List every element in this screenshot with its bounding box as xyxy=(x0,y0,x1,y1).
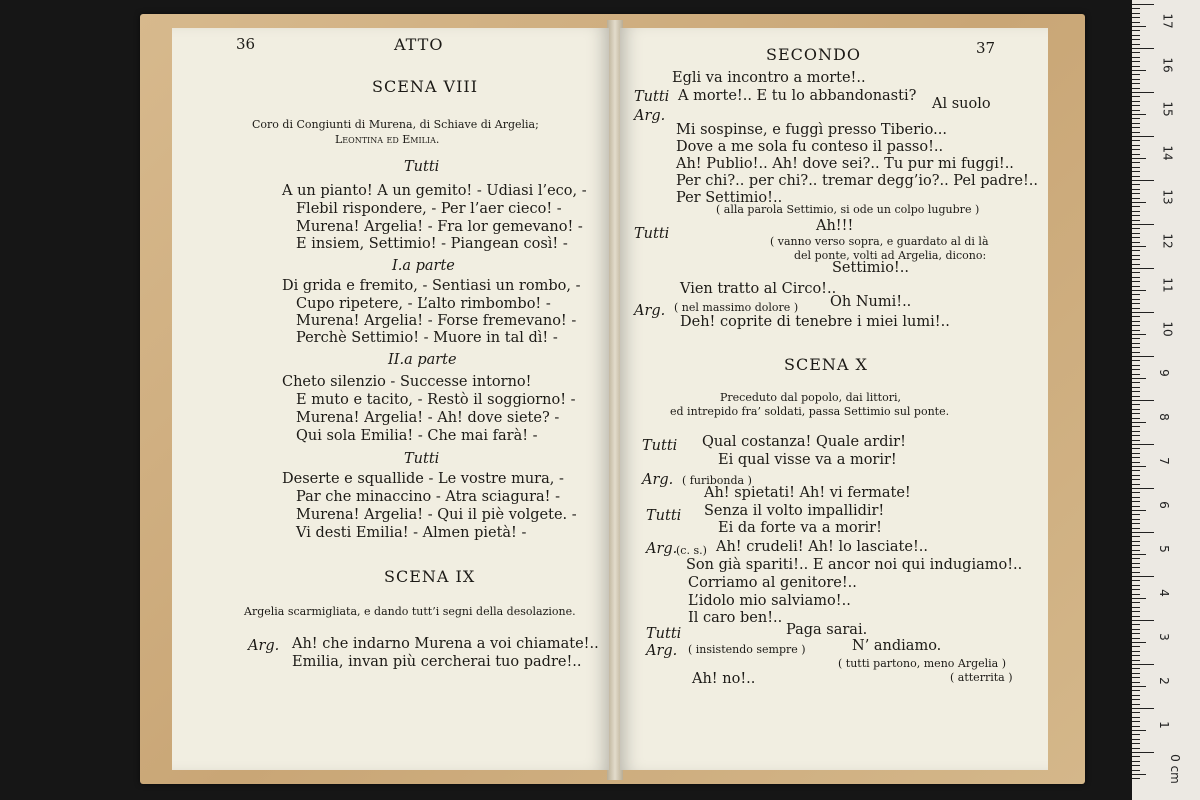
verse-line: A un pianto! A un gemito! - Udiasi l’eco, - xyxy=(282,183,587,199)
verse-line: Murena! Argelia! - Forse fremevano! - xyxy=(296,313,577,329)
speaker-tutti: Tutti xyxy=(634,226,670,242)
ruler-tick xyxy=(1132,418,1140,419)
verse-line: Ah! no!.. xyxy=(692,671,756,687)
verse-line: Emilia, invan più cercherai tuo padre!.. xyxy=(292,654,582,670)
ruler-tick xyxy=(1132,176,1140,177)
ruler-number: 10 xyxy=(1160,321,1175,337)
ruler-tick xyxy=(1132,462,1140,463)
ruler-tick xyxy=(1132,519,1140,520)
ruler-tick xyxy=(1132,44,1140,45)
ruler-tick xyxy=(1132,374,1140,375)
verse-line: Di grida e fremito, - Sentiasi un rombo, - xyxy=(282,278,581,294)
ruler-tick xyxy=(1132,299,1140,300)
ruler-number: 1 xyxy=(1156,721,1171,729)
ruler-tick xyxy=(1132,272,1140,273)
scene-8-title: SCENA VIII xyxy=(372,77,479,96)
ruler-tick xyxy=(1132,365,1140,366)
ruler-tick xyxy=(1132,303,1140,304)
scene-10-direction: ed intrepido fra’ soldati, passa Settimio sul ponte. xyxy=(670,405,950,418)
ruler-tick xyxy=(1132,748,1140,749)
ruler-tick xyxy=(1132,651,1140,652)
ruler-number: 11 xyxy=(1160,277,1175,293)
ruler-tick xyxy=(1132,589,1140,590)
ruler-tick xyxy=(1132,22,1140,23)
ruler-tick xyxy=(1132,585,1140,586)
ruler-tick xyxy=(1132,682,1140,683)
ruler-tick xyxy=(1132,123,1140,124)
verse-line: Qual costanza! Quale ardir! xyxy=(702,434,906,450)
speaker-argelia: Arg. xyxy=(646,643,678,659)
ruler-tick xyxy=(1132,202,1146,203)
ruler-number: 0 cm xyxy=(1167,754,1182,784)
ruler-tick xyxy=(1132,246,1146,247)
ruler-tick xyxy=(1132,492,1140,493)
ruler-tick xyxy=(1132,167,1140,168)
ruler-tick xyxy=(1132,259,1140,260)
ruler-tick xyxy=(1132,242,1140,243)
ruler-tick xyxy=(1132,528,1140,529)
ruler-tick xyxy=(1132,523,1140,524)
ruler-tick xyxy=(1132,264,1140,265)
ruler-tick xyxy=(1132,338,1140,339)
right-page xyxy=(620,28,1048,770)
scene-8-direction: Leontina ed Emilia. xyxy=(335,133,440,146)
ruler-tick xyxy=(1132,215,1140,216)
ruler-tick xyxy=(1132,330,1140,331)
ruler-tick xyxy=(1132,396,1140,397)
ruler-tick xyxy=(1132,686,1146,687)
ruler-tick xyxy=(1132,444,1154,445)
scene-8-direction: Coro di Congiunti di Murena, di Schiave di Argelia; xyxy=(252,118,539,131)
ruler-tick xyxy=(1132,607,1140,608)
ruler-tick xyxy=(1132,734,1140,735)
ruler-tick xyxy=(1132,488,1154,489)
verse-line: Son già spariti!.. E ancor noi qui indugiamo!.. xyxy=(686,557,1023,573)
ruler-tick xyxy=(1132,334,1146,335)
ruler-tick xyxy=(1132,382,1140,383)
ruler-tick xyxy=(1132,501,1140,502)
speaker-argelia: Arg. xyxy=(642,472,674,488)
ruler-tick xyxy=(1132,290,1146,291)
ruler-tick xyxy=(1132,739,1140,740)
ruler-tick xyxy=(1132,4,1154,5)
ruler-number: 5 xyxy=(1156,545,1171,553)
verse-line: Settimio!.. xyxy=(832,260,909,276)
ruler-tick xyxy=(1132,114,1146,115)
stage-direction: ( insistendo sempre ) xyxy=(688,643,806,656)
ruler-tick xyxy=(1132,536,1140,537)
ruler-tick xyxy=(1132,756,1140,757)
ruler-tick xyxy=(1132,695,1140,696)
ruler-tick xyxy=(1132,404,1140,405)
ruler-tick xyxy=(1132,268,1154,269)
ruler-tick xyxy=(1132,484,1140,485)
ruler-tick xyxy=(1132,13,1140,14)
verse-line: E muto e tacito, - Restò il soggiorno! - xyxy=(296,392,576,408)
ruler-tick xyxy=(1132,765,1140,766)
ruler-tick xyxy=(1132,352,1140,353)
ruler-tick xyxy=(1132,624,1140,625)
ruler-tick xyxy=(1132,211,1140,212)
verse-line: Perchè Settimio! - Muore in tal dì! - xyxy=(296,330,558,346)
ruler-tick xyxy=(1132,312,1154,313)
scene-9-direction: Argelia scarmigliata, e dando tutt’i segni della desolazione. xyxy=(244,605,576,618)
verse-line: Flebil rispondere, - Per l’aer cieco! - xyxy=(296,201,562,217)
ruler-tick xyxy=(1132,189,1140,190)
verse-line: Vi desti Emilia! - Almen pietà! - xyxy=(296,525,527,541)
ruler-tick xyxy=(1132,717,1140,718)
ruler-tick xyxy=(1132,294,1140,295)
verse-line: Paga sarai. xyxy=(786,622,868,638)
ruler-tick xyxy=(1132,162,1140,163)
ruler-tick xyxy=(1132,101,1140,102)
ruler-tick xyxy=(1132,220,1140,221)
ruler-tick xyxy=(1132,726,1140,727)
ruler-tick xyxy=(1132,594,1140,595)
ruler-tick xyxy=(1132,453,1140,454)
ruler-tick xyxy=(1132,479,1140,480)
ruler-tick xyxy=(1132,690,1140,691)
ruler-tick xyxy=(1132,532,1154,533)
ruler-tick xyxy=(1132,110,1140,111)
ruler-tick xyxy=(1132,545,1140,546)
ruler-tick xyxy=(1132,149,1140,150)
speaker-argelia: Arg. xyxy=(634,108,666,124)
stage-direction: (c. s.) xyxy=(676,544,707,557)
ruler-tick xyxy=(1132,426,1140,427)
ruler-tick xyxy=(1132,250,1140,251)
ruler-tick xyxy=(1132,761,1140,762)
verse-line: Dove a me sola fu conteso il passo!.. xyxy=(676,139,944,155)
ruler-tick xyxy=(1132,35,1140,36)
ruler-tick xyxy=(1132,127,1140,128)
stage-direction: ( nel massimo dolore ) xyxy=(674,301,799,314)
ruler-tick xyxy=(1132,673,1140,674)
verse-line: Murena! Argelia! - Qui il piè volgete. - xyxy=(296,507,577,523)
verse-line: Murena! Argelia! - Ah! dove siete? - xyxy=(296,410,560,426)
part-label: I.a parte xyxy=(392,258,455,274)
ruler-tick xyxy=(1132,369,1140,370)
ruler-tick xyxy=(1132,730,1146,731)
speaker-tutti: Tutti xyxy=(642,438,678,454)
ruler-number: 16 xyxy=(1160,57,1175,73)
ruler-tick xyxy=(1132,400,1154,401)
verse-line: Oh Numi!.. xyxy=(830,294,912,310)
ruler-tick xyxy=(1132,743,1140,744)
ruler-tick xyxy=(1132,633,1140,634)
ruler-tick xyxy=(1132,39,1140,40)
verse-line: Ah! crudeli! Ah! lo lasciate!.. xyxy=(716,539,929,555)
verse-line: Qui sola Emilia! - Che mai farà! - xyxy=(296,428,538,444)
scene-9-title: SCENA IX xyxy=(384,567,476,586)
page-number-right: 37 xyxy=(976,39,996,57)
ruler-tick xyxy=(1132,88,1140,89)
ruler-tick xyxy=(1132,30,1140,31)
ruler-tick xyxy=(1132,470,1140,471)
verse-line: Mi sospinse, e fuggì presso Tiberio... xyxy=(676,122,947,138)
ruler-tick xyxy=(1132,475,1140,476)
ruler-tick xyxy=(1132,158,1146,159)
scene-10-direction: Preceduto dal popolo, dai littori, xyxy=(720,391,901,404)
ruler-tick xyxy=(1132,598,1146,599)
verse-line: Corriamo al genitore!.. xyxy=(688,575,857,591)
ruler-tick xyxy=(1132,140,1140,141)
ruler-tick xyxy=(1132,277,1140,278)
verse-line: Senza il volto impallidir! xyxy=(704,503,885,519)
ruler-tick xyxy=(1132,646,1140,647)
ruler-tick xyxy=(1132,413,1140,414)
verse-line: Ah! spietati! Ah! vi fermate! xyxy=(704,485,911,501)
ruler-tick xyxy=(1132,154,1140,155)
ruler-tick xyxy=(1132,778,1140,779)
ruler-tick xyxy=(1132,74,1140,75)
verse-line: Ei qual visse va a morir! xyxy=(718,452,897,468)
ruler-tick xyxy=(1132,308,1140,309)
ruler-tick xyxy=(1132,576,1154,577)
ruler-tick xyxy=(1132,321,1140,322)
speaker-tutti: Tutti xyxy=(404,159,440,175)
ruler-tick xyxy=(1132,572,1140,573)
ruler-tick xyxy=(1132,224,1154,225)
ruler-number: 9 xyxy=(1156,369,1171,377)
ruler-number: 15 xyxy=(1160,101,1175,117)
verse-line: Cheto silenzio - Successe intorno! xyxy=(282,374,532,390)
ruler-tick xyxy=(1132,180,1154,181)
ruler-tick xyxy=(1132,664,1154,665)
ruler-tick xyxy=(1132,391,1140,392)
scene-10-title: SCENA X xyxy=(784,355,868,374)
verse-line: A morte!.. E tu lo abbandonasti? xyxy=(678,88,917,104)
ruler-tick xyxy=(1132,387,1140,388)
ruler-tick xyxy=(1132,255,1140,256)
verse-line: N’ andiamo. xyxy=(852,638,942,654)
ruler-tick xyxy=(1132,774,1146,775)
ruler-tick xyxy=(1132,629,1140,630)
ruler-tick xyxy=(1132,668,1140,669)
ruler-tick xyxy=(1132,721,1140,722)
ruler-tick xyxy=(1132,136,1154,137)
ruler-tick xyxy=(1132,171,1140,172)
ruler-tick xyxy=(1132,206,1140,207)
verse-line: Cupo ripetere, - L’alto rimbombo! - xyxy=(296,296,551,312)
ruler-tick xyxy=(1132,550,1140,551)
ruler-tick xyxy=(1132,642,1146,643)
verse-line: Per chi?.. per chi?.. tremar degg’io?.. Pel padre!.. xyxy=(676,173,1039,189)
ruler-number: 13 xyxy=(1160,189,1175,205)
ruler-tick xyxy=(1132,70,1146,71)
ruler-tick xyxy=(1132,712,1140,713)
verse-line: Per Settimio!.. xyxy=(676,190,783,206)
ruler-tick xyxy=(1132,704,1140,705)
ruler-tick xyxy=(1132,770,1140,771)
ruler-tick xyxy=(1132,96,1140,97)
ruler-tick xyxy=(1132,514,1140,515)
ruler-number: 7 xyxy=(1156,457,1171,465)
ruler-tick xyxy=(1132,620,1154,621)
ruler-tick xyxy=(1132,26,1146,27)
ruler-tick xyxy=(1132,558,1140,559)
ruler-tick xyxy=(1132,132,1140,133)
ruler-tick xyxy=(1132,360,1140,361)
ruler-tick xyxy=(1132,708,1154,709)
ruler-tick xyxy=(1132,602,1140,603)
ruler-tick xyxy=(1132,105,1140,106)
verse-line: Ei da forte va a morir! xyxy=(718,520,882,536)
stage-direction: ( vanno verso sopra, e guardato al di là xyxy=(770,235,989,248)
ruler-tick xyxy=(1132,440,1140,441)
ruler-tick xyxy=(1132,448,1140,449)
verse-line: Vien tratto al Circo!.. xyxy=(680,281,837,297)
verse-line: E insiem, Settimio! - Piangean così! - xyxy=(296,236,568,252)
ruler-tick xyxy=(1132,8,1140,9)
ruler-tick xyxy=(1132,57,1140,58)
ruler-tick xyxy=(1132,356,1154,357)
verse-line: Ah! che indarno Murena a voi chiamate!.. xyxy=(292,636,599,652)
ruler-tick xyxy=(1132,457,1140,458)
ruler-tick xyxy=(1132,497,1140,498)
verse-line: L’idolo mio salviamo!.. xyxy=(688,593,851,609)
verse-line: Murena! Argelia! - Fra lor gemevano! - xyxy=(296,219,583,235)
verse-line: Il caro ben!.. xyxy=(688,610,783,626)
ruler-number: 12 xyxy=(1160,233,1175,249)
running-head-right: SECONDO xyxy=(766,45,861,64)
ruler-tick xyxy=(1132,184,1140,185)
left-page xyxy=(172,28,609,770)
ruler-tick xyxy=(1132,541,1140,542)
ruler-tick xyxy=(1132,554,1146,555)
page-number-left: 36 xyxy=(236,35,256,53)
ruler-tick xyxy=(1132,48,1154,49)
ruler-tick xyxy=(1132,699,1140,700)
ruler-tick xyxy=(1132,422,1146,423)
speaker-argelia: Arg. xyxy=(646,541,678,557)
ruler-tick xyxy=(1132,325,1140,326)
speaker-tutti: Tutti xyxy=(646,508,682,524)
ruler-tick xyxy=(1132,281,1140,282)
ruler-tick xyxy=(1132,118,1140,119)
ruler-tick xyxy=(1132,660,1140,661)
ruler-tick xyxy=(1132,435,1140,436)
speaker-tutti: Tutti xyxy=(634,89,670,105)
ruler-tick xyxy=(1132,145,1140,146)
stage-direction: ( furibonda ) xyxy=(682,474,752,487)
ruler-tick xyxy=(1132,52,1140,53)
stage-direction: ( atterrita ) xyxy=(950,671,1013,684)
part-label: II.a parte xyxy=(388,352,457,368)
ruler-tick xyxy=(1132,83,1140,84)
ruler-tick xyxy=(1132,233,1140,234)
ruler-tick xyxy=(1132,378,1146,379)
ruler-number: 4 xyxy=(1156,589,1171,597)
verse-line: Al suolo xyxy=(932,96,991,112)
ruler-tick xyxy=(1132,347,1140,348)
ruler-tick xyxy=(1132,431,1140,432)
ruler-tick xyxy=(1132,61,1140,62)
ruler-number: 8 xyxy=(1156,413,1171,421)
verse-line: Par che minaccino - Atra sciagura! - xyxy=(296,489,560,505)
ruler-number: 14 xyxy=(1160,145,1175,161)
stage-direction: ( tutti partono, meno Argelia ) xyxy=(838,657,1007,670)
stage-direction: del ponte, volti ad Argelia, dicono: xyxy=(794,249,987,262)
ruler-tick xyxy=(1132,580,1140,581)
ruler-number: 2 xyxy=(1156,677,1171,685)
ruler-tick xyxy=(1132,563,1140,564)
verse-line: Ah!!! xyxy=(816,218,854,234)
ruler-tick xyxy=(1132,409,1140,410)
ruler-number: 17 xyxy=(1160,13,1175,29)
verse-line: Egli va incontro a morte!.. xyxy=(672,70,866,86)
ruler-number: 3 xyxy=(1156,633,1171,641)
speaker-tutti: Tutti xyxy=(646,626,682,642)
speaker-tutti: Tutti xyxy=(404,451,440,467)
ruler-tick xyxy=(1132,198,1140,199)
ruler-tick xyxy=(1132,466,1146,467)
ruler-tick xyxy=(1132,510,1146,511)
verse-line: Deserte e squallide - Le vostre mura, - xyxy=(282,471,564,487)
ruler-tick xyxy=(1132,92,1154,93)
ruler-tick xyxy=(1132,655,1140,656)
ruler-tick xyxy=(1132,79,1140,80)
ruler-tick xyxy=(1132,567,1140,568)
verse-line: Ah! Publio!.. Ah! dove sei?.. Tu pur mi fuggi!.. xyxy=(676,156,1014,172)
ruler-tick xyxy=(1132,228,1140,229)
ruler-tick xyxy=(1132,17,1140,18)
running-head-left: ATTO xyxy=(394,35,444,54)
ruler-tick xyxy=(1132,677,1140,678)
verse-line: Deh! coprite di tenebre i miei lumi!.. xyxy=(680,314,950,330)
ruler-tick xyxy=(1132,286,1140,287)
ruler-tick xyxy=(1132,316,1140,317)
ruler-tick xyxy=(1132,237,1140,238)
stage-direction: ( alla parola Settimio, si ode un colpo lugubre ) xyxy=(716,203,980,216)
ruler-number: 6 xyxy=(1156,501,1171,509)
ruler-tick xyxy=(1132,193,1140,194)
ruler-tick xyxy=(1132,343,1140,344)
ruler-tick xyxy=(1132,611,1140,612)
ruler-tick xyxy=(1132,616,1140,617)
ruler-tick xyxy=(1132,638,1140,639)
speaker-argelia: Arg. xyxy=(634,303,666,319)
ruler-tick xyxy=(1132,752,1154,753)
ruler-tick xyxy=(1132,506,1140,507)
speaker-argelia: Arg. xyxy=(248,638,280,654)
ruler-tick xyxy=(1132,66,1140,67)
measurement-ruler xyxy=(1132,0,1200,800)
